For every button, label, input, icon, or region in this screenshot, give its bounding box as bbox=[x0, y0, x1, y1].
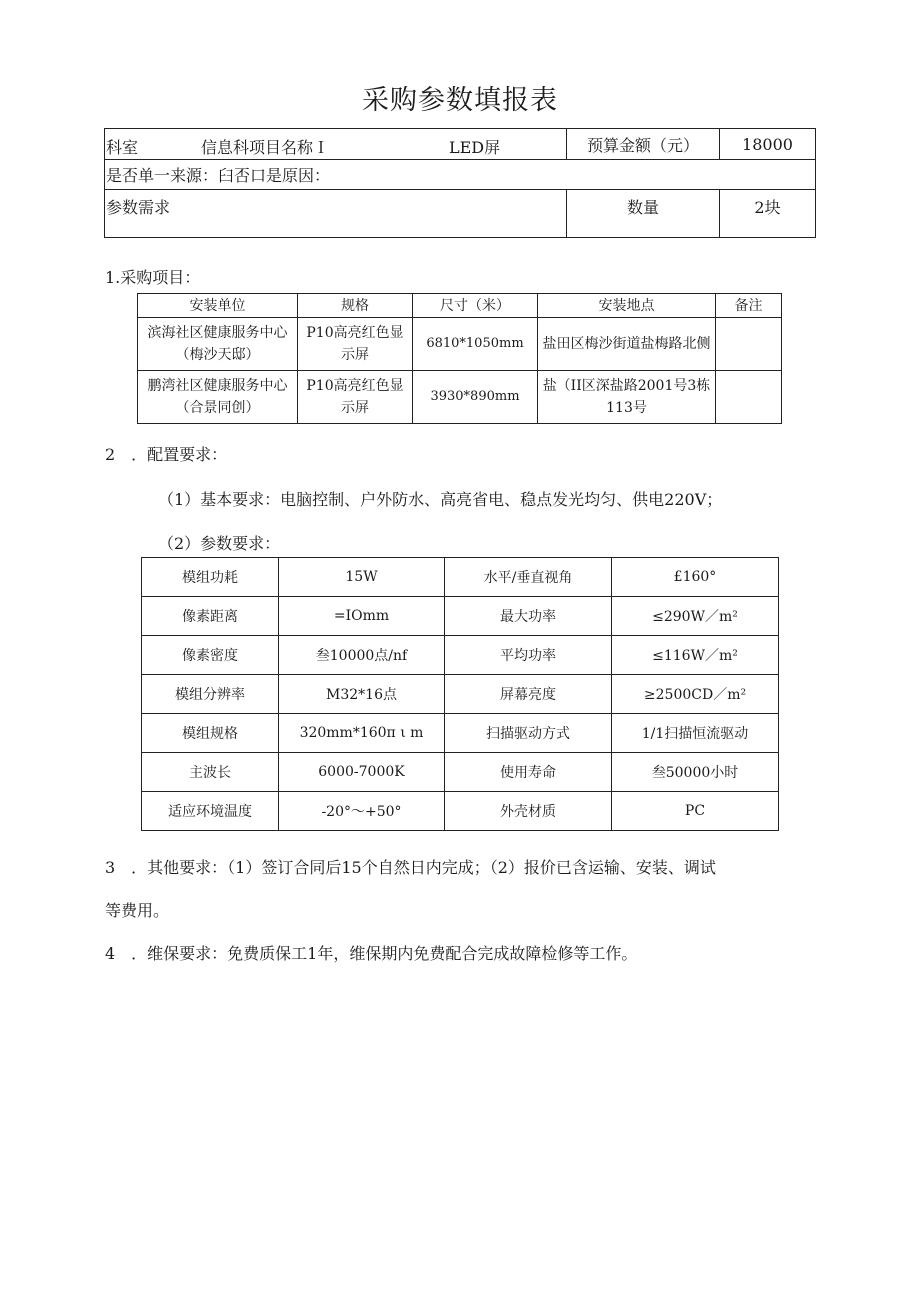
param-value: ≥2500CD／m² bbox=[612, 675, 779, 714]
table-row bbox=[142, 714, 779, 753]
param-name: 外壳材质 bbox=[445, 792, 612, 831]
install-unit: 滨海社区健康服务中心（梅沙天邸） bbox=[138, 318, 298, 371]
note bbox=[716, 318, 782, 371]
size: 3930*890mm bbox=[413, 371, 538, 424]
budget-label: 预算金额（元） bbox=[567, 129, 720, 160]
qty-value: 2块 bbox=[720, 190, 816, 238]
location: 盐（II区深盐路2001号3栋113号 bbox=[538, 371, 716, 424]
param-value: ≤116W／m² bbox=[612, 636, 779, 675]
page-title: 采购参数填报表 bbox=[362, 85, 558, 116]
param-name: 像素密度 bbox=[142, 636, 279, 675]
section3-line2: 等费用。 bbox=[105, 901, 170, 920]
param-name: 主波长 bbox=[142, 753, 279, 792]
param-name: 最大功率 bbox=[445, 597, 612, 636]
project-value: LED屏 bbox=[449, 138, 501, 157]
param-name: 使用寿命 bbox=[445, 753, 612, 792]
param-value: 6000-7000K bbox=[279, 753, 445, 792]
param-table bbox=[141, 557, 779, 831]
single-source: 是否单一来源：臼否口是原因： bbox=[105, 160, 816, 190]
install-unit: 鹏湾社区健康服务中心（合景同创） bbox=[138, 371, 298, 424]
dept-label: 科室 bbox=[106, 138, 139, 157]
section2-heading: 2 ．配置要求： bbox=[105, 445, 228, 464]
spec: P10高亮红色显示屏 bbox=[298, 371, 413, 424]
location: 盐田区梅沙街道盐梅路北侧 bbox=[538, 318, 716, 371]
col-header: 安装单位 bbox=[138, 294, 298, 318]
table-row bbox=[142, 558, 779, 597]
basic-requirements: （1）基本要求：电脑控制、户外防水、高亮省电、稳点发光均匀、供电220V； bbox=[158, 490, 723, 509]
param-value: =IOmm bbox=[279, 597, 445, 636]
param-name: 模组规格 bbox=[142, 714, 279, 753]
param-name: 适应环境温度 bbox=[142, 792, 279, 831]
param-name: 扫描驱动方式 bbox=[445, 714, 612, 753]
header-table bbox=[104, 128, 816, 238]
param-value: -20°～+50° bbox=[279, 792, 445, 831]
table-row bbox=[138, 318, 782, 371]
param-label: 参数需求 bbox=[105, 190, 567, 238]
param-value: 叁10000点/nf bbox=[279, 636, 445, 675]
qty-label: 数量 bbox=[567, 190, 720, 238]
col-header: 规格 bbox=[298, 294, 413, 318]
note bbox=[716, 371, 782, 424]
project-table bbox=[137, 293, 782, 424]
param-name: 像素距离 bbox=[142, 597, 279, 636]
spec: P10高亮红色显示屏 bbox=[298, 318, 413, 371]
param-name: 水平/垂直视角 bbox=[445, 558, 612, 597]
size: 6810*1050mm bbox=[413, 318, 538, 371]
table-row bbox=[138, 371, 782, 424]
section3-line1: 3 ．其他要求：（1）签订合同后15个自然日内完成；（2）报价已含运输、安装、调试 bbox=[105, 858, 716, 877]
table-row bbox=[142, 636, 779, 675]
param-value: £160° bbox=[612, 558, 779, 597]
param-value: ≤290W／m² bbox=[612, 597, 779, 636]
col-header: 备注 bbox=[716, 294, 782, 318]
budget-value: 18000 bbox=[720, 129, 816, 160]
params-heading: （2）参数要求： bbox=[158, 534, 281, 553]
param-name: 模组功耗 bbox=[142, 558, 279, 597]
section4-line1: 4 ．维保要求：免费质保工1年，维保期内免费配合完成故障检修等工作。 bbox=[105, 944, 638, 963]
col-header: 安装地点 bbox=[538, 294, 716, 318]
table-row bbox=[142, 753, 779, 792]
param-value: PC bbox=[612, 792, 779, 831]
dept-value: 信息科项目名称Ｉ bbox=[201, 138, 330, 157]
param-name: 平均功率 bbox=[445, 636, 612, 675]
param-value: 1/1扫描恒流驱动 bbox=[612, 714, 779, 753]
param-name: 屏幕亮度 bbox=[445, 675, 612, 714]
table-row bbox=[142, 597, 779, 636]
col-header: 尺寸（米） bbox=[413, 294, 538, 318]
param-value: 叁50000小时 bbox=[612, 753, 779, 792]
dept-project-cell bbox=[105, 129, 567, 160]
section1-heading: 1.采购项目： bbox=[105, 268, 201, 287]
param-name: 模组分辨率 bbox=[142, 675, 279, 714]
param-value: M32*16点 bbox=[279, 675, 445, 714]
table-row bbox=[142, 675, 779, 714]
table-row bbox=[142, 792, 779, 831]
param-value: 320mm*160π ι m bbox=[279, 714, 445, 753]
param-value: 15W bbox=[279, 558, 445, 597]
